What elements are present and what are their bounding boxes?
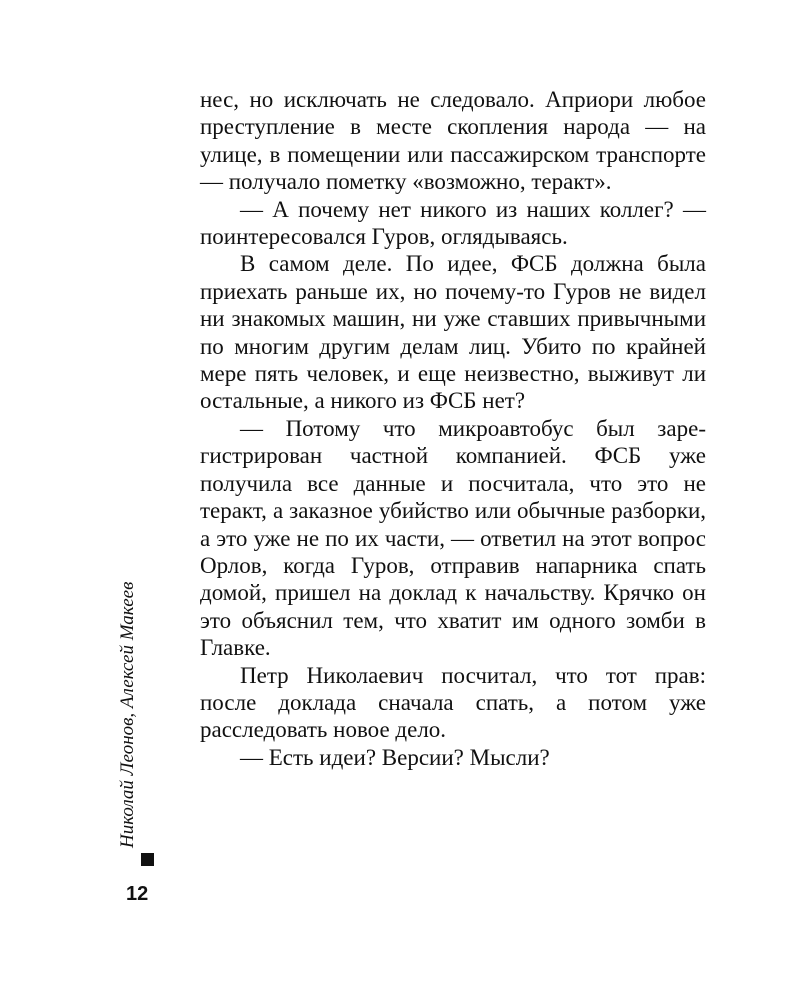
body-text bbox=[200, 86, 706, 771]
running-head-authors: Николай Леонов, Алексей Макеев bbox=[117, 581, 138, 848]
square-marker-icon bbox=[141, 853, 154, 866]
paragraph: — Потому что микроавтобус был зарегистрирован частной компанией. ФСБ уже получила все данные и посчитала, что это не теракт, а заказное убийство или обычные разборки, а это уже не по их части, — ответил на этот вопрос Орлов, когда Гуров, отправив напарника спать домой, пришел на доклад к начальству. Крячко он это объяснил тем, что хватит им одного зомби в Главке. bbox=[200, 415, 706, 661]
paragraph: нес, но исключать не следовало. Априори любое преступление в месте скопления народа — на улице, в помещении или пассажирском транспорте — получало пометку «возможно, теракт». bbox=[200, 87, 706, 195]
paragraph: Петр Николаевич посчитал, что тот прав: после доклада сначала спать, а потом уже расследовать новое дело. bbox=[200, 662, 706, 743]
page-number: 12 bbox=[126, 883, 149, 905]
paragraph: — А почему нет никого из наших коллег? — поинтересовался Гуров, оглядываясь. bbox=[200, 196, 706, 250]
paragraph: — Есть идеи? Версии? Мысли? bbox=[240, 744, 550, 770]
paragraph: В самом деле. По идее, ФСБ должна была приехать раньше их, но почему-то Гуров не видел ни знакомых машин, ни уже ставших привычными по многим другим делам лиц. Убито по крайней мере пять человек, и еще неизвестно, выживут ли остальные, а никого из ФСБ нет? bbox=[200, 251, 706, 414]
